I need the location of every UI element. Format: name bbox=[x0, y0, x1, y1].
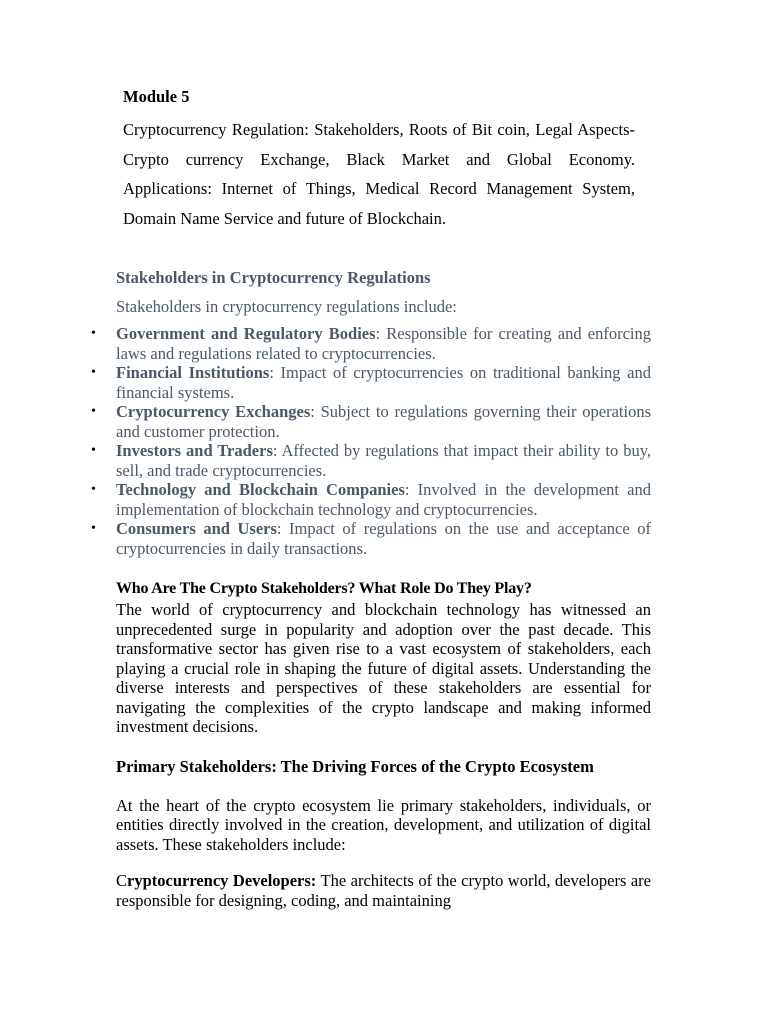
list-item bbox=[91, 324, 651, 363]
stakeholder-list bbox=[91, 324, 651, 558]
list-item bbox=[91, 480, 651, 519]
primary-paragraph: At the heart of the crypto ecosystem lie primary stakeholders, individuals, or entities directly involved in the creation, development, and utilization of digital assets. These stakeholders include: bbox=[116, 795, 651, 854]
list-item-text: : Affected by regulations that impact their ability to buy, sell, and trade cryptocurrencies. bbox=[116, 441, 651, 480]
bullet-icon: • bbox=[91, 404, 96, 419]
bullet-icon: • bbox=[91, 326, 96, 341]
module-description: Cryptocurrency Regulation: Stakeholders, Roots of Bit coin, Legal Aspects-Crypto currency Exchange, Black Market and Global Economy. Applications: Internet of Things, Medical Record Management System, Domain Name Service and future of Blockchain. bbox=[123, 120, 635, 228]
list-item bbox=[91, 363, 651, 402]
list-item bbox=[91, 441, 651, 480]
list-item bbox=[91, 519, 651, 558]
list-item-term: Investors and Traders bbox=[116, 441, 273, 460]
module-section bbox=[123, 86, 635, 233]
regulations-heading: Stakeholders in Cryptocurrency Regulations bbox=[116, 268, 431, 287]
list-item-text: : Impact of cryptocurrencies on traditional banking and financial systems. bbox=[116, 363, 651, 402]
bullet-icon: • bbox=[91, 365, 96, 380]
primary-heading: Primary Stakeholders: The Driving Forces of the Crypto Ecosystem bbox=[116, 756, 594, 776]
list-item-term: Cryptocurrency Exchanges bbox=[116, 402, 311, 421]
bullet-icon: • bbox=[91, 443, 96, 458]
list-item-term: Financial Institutions bbox=[116, 363, 270, 382]
list-item-text: : Involved in the development and implementation of blockchain technology and cryptocurrencies. bbox=[116, 480, 651, 519]
stakeholders-article bbox=[116, 578, 651, 910]
developers-label: ryptocurrency Developers: bbox=[127, 871, 317, 890]
bullet-icon: • bbox=[91, 521, 96, 536]
module-title: Module 5 bbox=[123, 87, 190, 106]
list-item-term: Consumers and Users bbox=[116, 519, 277, 538]
list-item-text: : Subject to regulations governing their operations and customer protection. bbox=[116, 402, 651, 441]
developers-text: The architects of the crypto world, developers are responsible for designing, coding, and maintaining bbox=[116, 871, 651, 910]
regulations-intro: Stakeholders in cryptocurrency regulations include: bbox=[116, 297, 457, 316]
developers-first-letter: C bbox=[116, 871, 128, 890]
list-item bbox=[91, 402, 651, 441]
list-item-term: Technology and Blockchain Companies bbox=[116, 480, 405, 499]
list-item-text: : Responsible for creating and enforcing laws and regulations related to cryptocurrencies. bbox=[116, 324, 651, 363]
bullet-icon: • bbox=[91, 482, 96, 497]
list-item-text: : Impact of regulations on the use and acceptance of cryptocurrencies in daily transactions. bbox=[116, 519, 651, 558]
who-heading: Who Are The Crypto Stakeholders? What Role Do They Play? bbox=[116, 580, 532, 597]
who-paragraph: The world of cryptocurrency and blockchain technology has witnessed an unprecedented surge in popularity and adoption over the past decade. This transformative sector has given rise to a vast ecosystem of stakeholders, each playing a crucial role in shaping the future of digital assets. Understanding the diverse interests and perspectives of these stakeholders are essential for navigating the complexities of the crypto landscape and making informed investment decisions. bbox=[116, 600, 651, 736]
list-item-term: Government and Regulatory Bodies bbox=[116, 324, 376, 343]
developers-paragraph bbox=[116, 871, 651, 910]
regulations-section bbox=[91, 266, 651, 558]
